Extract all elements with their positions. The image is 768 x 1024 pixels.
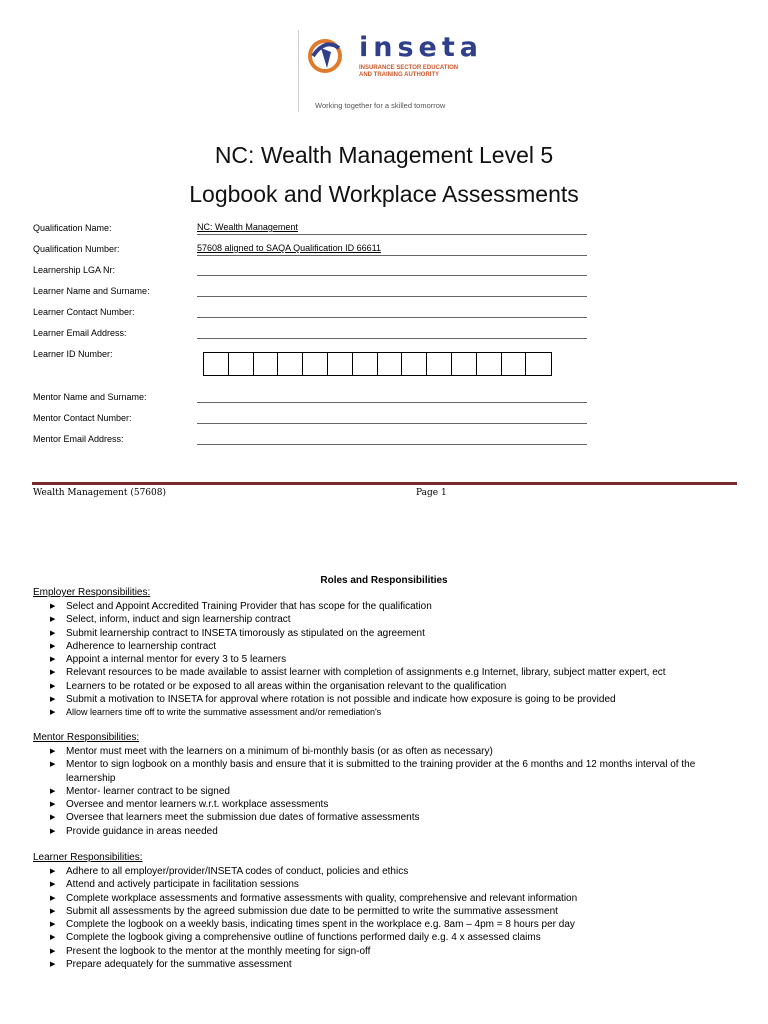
arrow-bullet-icon: ▶ [50,787,56,795]
id-digit-box[interactable] [328,353,353,375]
employer-heading: Employer Responsibilities: [33,587,151,598]
arrow-bullet-icon: ▶ [50,934,56,942]
logo-frame [298,30,483,112]
arrow-bullet-icon: ▶ [50,761,56,769]
field-qualification-number[interactable] [197,243,587,256]
arrow-bullet-icon: ▶ [50,642,56,650]
field-label-qualification-name: Qualification Name: [33,223,112,233]
field-value: 57608 aligned to SAQA Qualification ID 66611 [197,243,381,253]
list-item: ▶ Mentor to sign logbook on a monthly basis and ensure that it is submitted to the training provider at the 6 months and 12 months interval of the learnership [50,759,696,784]
field-label-learner-name: Learner Name and Surname: [33,286,150,296]
field-label-mentor-name: Mentor Name and Surname: [33,392,147,402]
field-label-learner-email: Learner Email Address: [33,328,127,338]
field-value: NC: Wealth Management [197,222,298,232]
inseta-emblem-icon [305,34,349,78]
logo-subtitle: INSURANCE SECTOR EDUCATION AND TRAINING AUTHORITY [359,65,459,78]
field-label-learnership-lga: Learnership LGA Nr: [33,265,116,275]
arrow-bullet-icon: ▶ [50,682,56,690]
learner-list [50,865,710,971]
document-subtitle: Logbook and Workplace Assessments [189,181,579,207]
arrow-bullet-icon: ▶ [50,801,56,809]
list-item: ▶ Select, inform, induct and sign learnership contract [50,614,291,626]
learner-id-boxes[interactable] [203,352,552,376]
arrow-bullet-icon: ▶ [50,748,56,755]
document-title: NC: Wealth Management Level 5 [214,142,554,168]
field-learner-name[interactable] [197,284,587,297]
id-digit-box[interactable] [427,353,452,375]
arrow-bullet-icon: ▶ [50,616,56,624]
arrow-bullet-icon: ▶ [50,947,56,955]
id-digit-box[interactable] [204,353,229,375]
arrow-bullet-icon: ▶ [50,629,56,637]
list-item: ▶ Mentor- learner contract to be signed [50,785,230,797]
page-number: Page 1 [416,488,447,498]
field-label-qualification-number: Qualification Number: [33,244,120,254]
list-item: ▶ Submit a motivation to INSETA for approval where rotation is not possible and indicate how exposure is going to be provided [50,694,616,706]
id-digit-box[interactable] [477,353,502,375]
list-item: ▶ Learners to be rotated or be exposed to all areas within the organisation relevant to the qualification [50,680,507,692]
mentor-list [50,745,710,838]
field-label-learner-contact: Learner Contact Number: [33,307,135,317]
footer-left: Wealth Management (57608) [33,488,166,498]
id-digit-box[interactable] [229,353,254,375]
id-digit-box[interactable] [254,353,279,375]
employer-list [50,600,710,720]
logo-tagline: Working together for a skilled tomorrow [315,101,446,110]
arrow-bullet-icon: ▶ [50,907,56,915]
logo-wordmark: inseta [359,32,483,63]
arrow-bullet-icon: ▶ [50,961,56,969]
list-item: ▶ Allow learners time off to write the summative assessment and/or remediation's [50,706,710,719]
field-mentor-email[interactable] [197,432,587,445]
id-digit-box[interactable] [402,353,427,375]
id-digit-box[interactable] [278,353,303,375]
arrow-bullet-icon: ▶ [50,881,56,889]
field-learner-contact[interactable] [197,305,587,318]
inseta-logo [298,30,483,112]
arrow-bullet-icon: ▶ [50,921,56,929]
field-label-learner-id: Learner ID Number: [33,349,113,359]
field-mentor-contact[interactable] [197,411,587,424]
list-item: ▶ Attend and actively participate in facilitation sessions [50,879,299,891]
list-item: ▶ Oversee and mentor learners w.r.t. workplace assessments [50,799,329,811]
id-digit-box[interactable] [378,353,403,375]
arrow-bullet-icon: ▶ [50,669,56,677]
list-item: ▶ Select and Appoint Accredited Training Provider that has scope for the qualification [50,601,432,612]
list-item: ▶ Complete the logbook on a weekly basis, indicating times spent in the workplace e.g. 8am – 4pm = 8 hours per day [50,919,575,931]
arrow-bullet-icon: ▶ [50,709,56,717]
arrow-bullet-icon: ▶ [50,696,56,704]
footer-rule [32,482,737,485]
roles-title: Roles and Responsibilities [320,575,448,586]
field-label-mentor-email: Mentor Email Address: [33,434,124,444]
id-digit-box[interactable] [526,353,551,375]
arrow-bullet-icon: ▶ [50,656,56,664]
list-item: ▶ Oversee that learners meet the submission due dates of formative assessments [50,812,420,824]
field-label-mentor-contact: Mentor Contact Number: [33,413,132,423]
field-learner-email[interactable] [197,326,587,339]
id-digit-box[interactable] [353,353,378,375]
arrow-bullet-icon: ▶ [50,894,56,902]
list-item: ▶ Mentor must meet with the learners on a minimum of bi-monthly basis (or as often as necessary) [50,746,493,757]
list-item: ▶ Complete the logbook giving a comprehensive outline of functions performed daily e.g. 4 x assessed claims [50,932,541,944]
list-item: ▶ Appoint a internal mentor for every 3 to 5 learners [50,654,287,666]
mentor-heading: Mentor Responsibilities: [33,732,140,743]
list-item: ▶ Adherence to learnership contract [50,640,217,652]
list-item: ▶ Present the logbook to the mentor at the monthly meeting for sign-off [50,945,371,957]
list-item: ▶ Relevant resources to be made available to assist learner with completion of assignments e.g Internet, library, subject matter expert, ect [50,667,666,679]
list-item: ▶ Provide guidance in areas needed [50,825,218,837]
field-mentor-name[interactable] [197,390,587,403]
id-digit-box[interactable] [303,353,328,375]
id-digit-box[interactable] [502,353,527,375]
list-item: ▶ Submit all assessments by the agreed submission due date to be permitted to write the summative assessment [50,905,558,917]
arrow-bullet-icon: ▶ [50,603,56,610]
learner-heading: Learner Responsibilities: [33,852,143,863]
arrow-bullet-icon: ▶ [50,868,56,875]
field-qualification-name[interactable] [197,222,587,235]
list-item: ▶ Adhere to all employer/provider/INSETA codes of conduct, policies and ethics [50,866,409,877]
list-item: ▶ Submit learnership contract to INSETA timorously as stipulated on the agreement [50,627,425,639]
list-item: ▶ Complete workplace assessments and formative assessments with quality, comprehensive and relevant information [50,892,578,904]
arrow-bullet-icon: ▶ [50,814,56,822]
field-learnership-lga[interactable] [197,263,587,276]
id-digit-box[interactable] [452,353,477,375]
list-item: ▶ Prepare adequately for the summative assessment [50,959,292,971]
arrow-bullet-icon: ▶ [50,827,56,835]
